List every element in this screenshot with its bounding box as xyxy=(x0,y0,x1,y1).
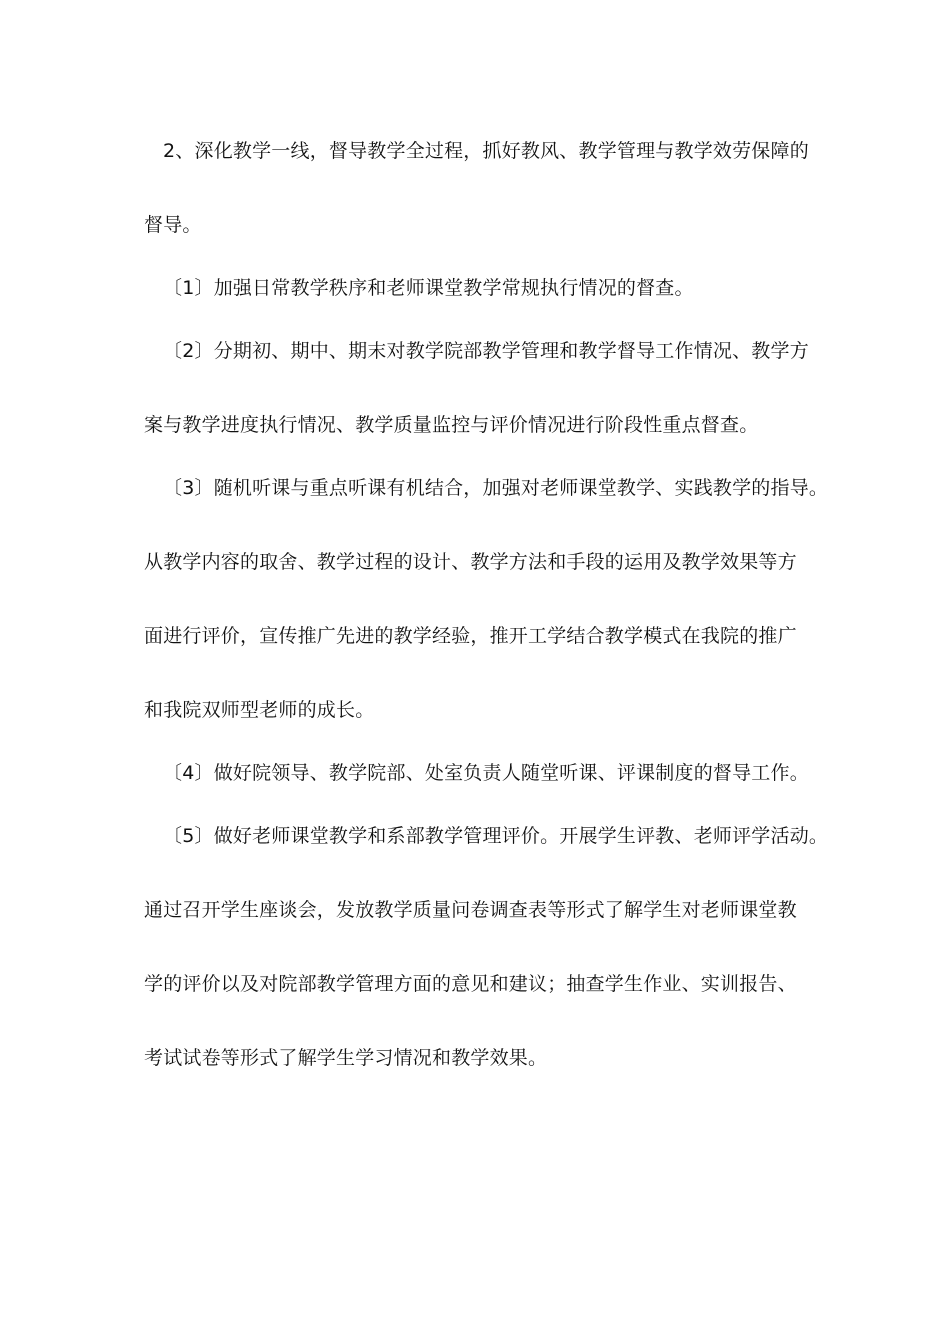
paragraph-line: 案与教学进度执行情况、教学质量监控与评价情况进行阶段性重点督查。 xyxy=(144,414,759,436)
paragraph-line: 〔1〕加强日常教学秩序和老师课堂教学常规执行情况的督查。 xyxy=(163,277,694,299)
paragraph-line: 从教学内容的取舍、教学过程的设计、教学方法和手段的运用及教学效果等方 xyxy=(144,551,797,573)
paragraph-line: 考试试卷等形式了解学生学习情况和教学效果。 xyxy=(144,1047,548,1069)
paragraph-line: 〔3〕随机听课与重点听课有机结合，加强对老师课堂教学、实践教学的指导。 xyxy=(163,477,829,499)
paragraph-line: 通过召开学生座谈会，发放教学质量问卷调查表等形式了解学生对老师课堂教 xyxy=(144,899,797,921)
paragraph-line: 和我院双师型老师的成长。 xyxy=(144,699,375,721)
paragraph-line: 学的评价以及对院部教学管理方面的意见和建议；抽查学生作业、实训报告、 xyxy=(144,973,797,995)
paragraph-line: 2、深化教学一线，督导教学全过程，抓好教风、教学管理与教学效劳保障的 xyxy=(163,140,809,162)
paragraph-line: 〔4〕做好院领导、教学院部、处室负责人随堂听课、评课制度的督导工作。 xyxy=(163,762,809,784)
paragraph-line: 面进行评价，宣传推广先进的教学经验，推开工学结合教学模式在我院的推广 xyxy=(144,625,797,647)
paragraph-line: 督导。 xyxy=(144,214,202,236)
paragraph-line: 〔2〕分期初、期中、期末对教学院部教学管理和教学督导工作情况、教学方 xyxy=(163,340,809,362)
paragraph-line: 〔5〕做好老师课堂教学和系部教学管理评价。开展学生评教、老师评学活动。 xyxy=(163,825,829,847)
